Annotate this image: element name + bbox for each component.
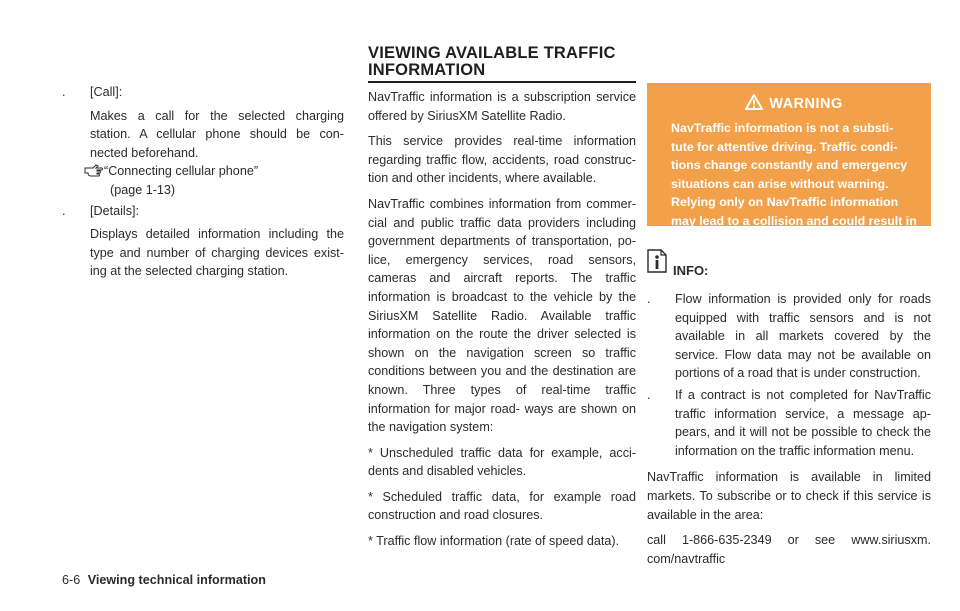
info-item-text: Flow information is provided only for roads equipped with traffic sensors and is not available in all markets covered by the service. Flow data may not be available on portions of a road that is under construction. <box>675 292 931 381</box>
info-label: INFO: <box>673 263 709 278</box>
pointing-hand-icon <box>84 164 104 183</box>
footer-section-title: Viewing technical information <box>87 573 266 587</box>
contact-paragraph: call 1-866-635-2349 or see www.siriusxm. com/navtraffic <box>647 533 931 566</box>
details-description: Displays detailed information including the type and number of charging devices exist- ing at the selected charging station. <box>90 227 344 279</box>
details-label: [Details]: <box>90 203 139 218</box>
reference-page: (page 1-13) <box>110 182 176 197</box>
bullet-dot: . <box>62 203 66 218</box>
warning-title-text: WARNING <box>769 96 843 112</box>
heading-rule <box>368 81 636 83</box>
call-item <box>62 83 344 162</box>
page-number: 6-6 <box>62 573 81 587</box>
bullet-dot: . <box>62 85 66 99</box>
paragraph: NavTraffic combines information from commer- cial and public traffic data providers including government departments of transportation, po- lice, emergency services, road sensors, cameras and aircraft reports. The traffic information is broadcast to the vehicle by the SiriusXM Satellite Radio. Available traffic information on the route the driver selected is shown on the navigation screen so traffic conditions between you and the destination are known. Three types of real-time traffic information for major road- ways are shown on the navigation system: <box>368 196 636 435</box>
paragraph: NavTraffic information is a subscription service offered by SiriusXM Satellite Radio. <box>368 90 636 123</box>
call-label: [Call]: <box>90 85 123 99</box>
warning-triangle-icon <box>745 94 763 114</box>
info-list <box>647 290 931 460</box>
warning-title <box>671 93 917 115</box>
info-header <box>647 252 931 278</box>
availability-paragraph: NavTraffic information is available in limited markets. To subscribe or to check if this service is available in the area: <box>647 470 931 522</box>
section-heading <box>368 0 636 79</box>
call-description: Makes a call for the selected charging station. A cellular phone should be con- nected beforehand. <box>90 108 344 160</box>
cross-reference <box>62 162 344 199</box>
warning-box <box>647 83 931 247</box>
info-icon <box>647 249 667 278</box>
paragraph: This service provides real-time information regarding traffic flow, accidents, road construc- tion and other incidents, where available. <box>368 134 636 186</box>
info-item-text: If a contract is not completed for NavTraffic traffic information service, a message ap- pears, and it will not be possible to check the information on the traffic information menu. <box>675 387 931 458</box>
reference-title: “Connecting cellular phone” <box>104 164 259 179</box>
left-column <box>62 0 344 281</box>
middle-column <box>368 0 636 558</box>
page-footer <box>62 573 266 587</box>
right-column <box>647 0 931 568</box>
paragraph: * Unscheduled traffic data for example, acci- dents and disabled vehicles. <box>368 445 636 479</box>
bullet-dot: . <box>647 387 651 402</box>
heading-line-2: INFORMATION <box>368 61 486 79</box>
heading-line-1: VIEWING AVAILABLE TRAFFIC <box>368 44 616 62</box>
details-item <box>62 202 344 281</box>
info-item <box>647 386 931 460</box>
paragraph: * Traffic flow information (rate of speed data). <box>368 534 620 549</box>
info-item <box>647 290 931 383</box>
paragraph: * Scheduled traffic data, for example road construction and road closures. <box>368 489 636 523</box>
warning-text: NavTraffic information is not a substi- tute for attentive driving. Traffic condi- tions change constantly and emergency situations can arise without warning. Relying only on NavTraffic information may lead to a collision and could result in serious personal injury. <box>671 121 917 247</box>
bullet-dot: . <box>647 292 651 306</box>
